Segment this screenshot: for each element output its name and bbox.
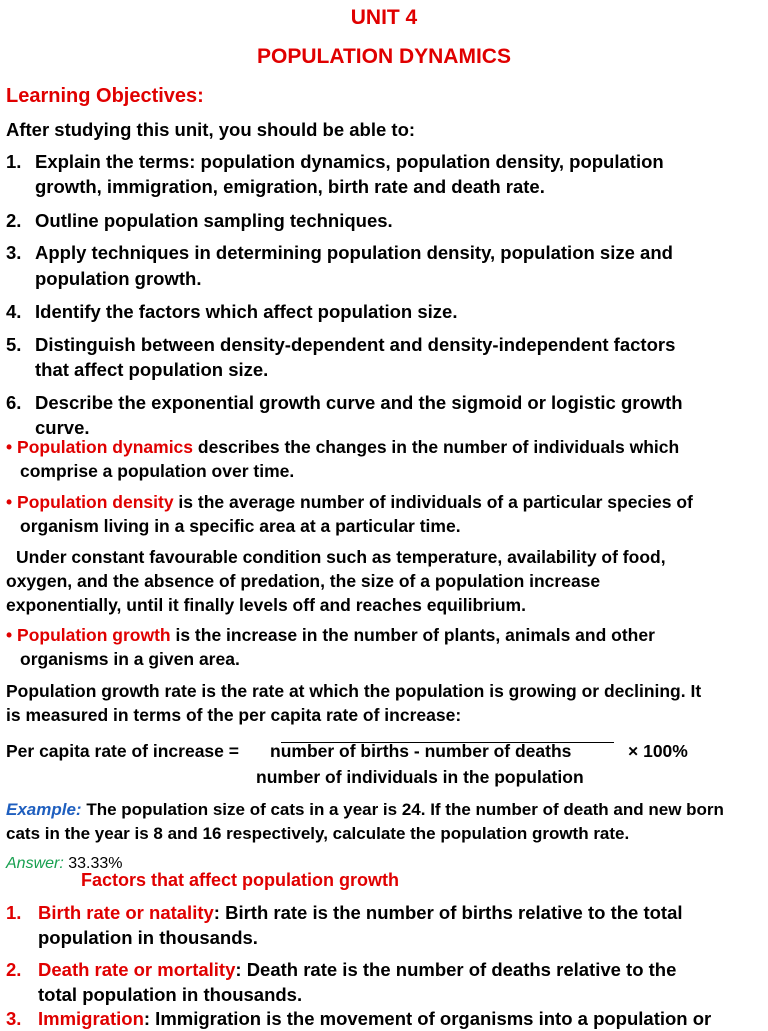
factor-number: 3.	[6, 1008, 22, 1029]
objective-item-1	[6, 149, 664, 174]
constant-condition-text-cont: exponentially, until it finally levels off and reaches equilibrium.	[6, 595, 526, 615]
factor-desc: : Death rate is the number of deaths relative to the	[235, 959, 677, 980]
objective-text: Describe the exponential growth curve and the sigmoid or logistic growth	[35, 392, 683, 413]
term-population-density: Population density	[17, 492, 174, 512]
objectives-intro: After studying this unit, you should be able to:	[6, 119, 416, 140]
definition-text: is the average number of individuals of a particular species of	[173, 492, 693, 512]
objective-item-6	[6, 390, 683, 415]
answer	[6, 852, 123, 872]
objectives-heading: Learning Objectives:	[6, 85, 204, 107]
bullet-icon: •	[6, 437, 13, 457]
objective-text-cont: that affect population size.	[35, 359, 269, 380]
term-population-dynamics: Population dynamics	[17, 437, 194, 457]
factor-item-1	[6, 900, 683, 925]
factor-text	[38, 1006, 711, 1031]
bullet-icon: •	[6, 492, 13, 512]
factor-term: Immigration	[38, 1008, 144, 1029]
definition-text-cont: organism living in a specific area at a particular time.	[20, 516, 461, 536]
factor-term: Birth rate or natality	[38, 902, 214, 923]
constant-condition-text-cont: oxygen, and the absence of predation, the size of a population increase	[6, 571, 601, 591]
objective-number: 2.	[6, 210, 22, 231]
objective-number: 6.	[6, 392, 22, 413]
definition-text: is the increase in the number of plants, animals and other	[170, 625, 655, 645]
objective-item-4	[6, 299, 458, 324]
definition-text: describes the changes in the number of individuals which	[193, 437, 680, 457]
factor-desc: : Birth rate is the number of births relative to the total	[213, 902, 683, 923]
formula-multiplier: × 100%	[628, 741, 688, 761]
objective-text: Distinguish between density-dependent and density-independent factors	[35, 334, 676, 355]
factor-text	[38, 900, 683, 925]
objective-number: 4.	[6, 301, 22, 322]
objective-item-3	[6, 240, 673, 265]
example-text-cont: cats in the year is 8 and 16 respectively, calculate the population growth rate.	[6, 824, 630, 843]
example-label: Example:	[6, 800, 82, 819]
example	[6, 798, 724, 823]
term-population-growth: Population growth	[17, 625, 171, 645]
definition-density	[6, 490, 693, 515]
factor-number: 2.	[6, 959, 22, 980]
objective-text: Apply techniques in determining population density, population size and	[35, 242, 673, 263]
constant-condition-text: Under constant favourable condition such as temperature, availability of food,	[16, 547, 666, 567]
answer-value: 33.33%	[63, 855, 123, 872]
objective-item-2	[6, 208, 393, 233]
factor-desc: : Immigration is the movement of organisms into a population or	[143, 1008, 712, 1029]
factor-text-cont: population in thousands.	[38, 927, 258, 948]
objective-text-cont: growth, immigration, emigration, birth rate and death rate.	[35, 176, 545, 197]
answer-label: Answer:	[6, 855, 64, 872]
formula-numerator: number of births - number of deaths	[270, 741, 572, 761]
example-text: The population size of cats in a year is 24. If the number of death and new born	[81, 800, 724, 819]
factor-item-2	[6, 957, 677, 982]
page-title: POPULATION DYNAMICS	[257, 45, 511, 68]
objective-number: 5.	[6, 334, 22, 355]
factor-number: 1.	[6, 902, 22, 923]
definition-growth	[6, 623, 655, 648]
objective-text-cont: population growth.	[35, 268, 202, 289]
objective-text: Outline population sampling techniques.	[35, 210, 393, 231]
bullet-icon: •	[6, 625, 13, 645]
formula-lhs: Per capita rate of increase =	[6, 741, 239, 761]
definition-dynamics	[6, 435, 679, 460]
formula-denominator: number of individuals in the population	[256, 767, 584, 787]
definition-text-cont: comprise a population over time.	[20, 461, 295, 481]
factor-item-3	[6, 1008, 766, 1029]
factor-text	[38, 957, 676, 982]
objective-item-5	[6, 332, 676, 357]
unit-heading: UNIT 4	[350, 6, 418, 29]
objective-number: 3.	[6, 242, 22, 263]
objective-number: 1.	[6, 151, 22, 172]
factor-text-cont: total population in thousands.	[38, 984, 303, 1005]
factor-term: Death rate or mortality	[38, 959, 236, 980]
objective-text-cont-clipped: curve.	[35, 417, 90, 438]
growth-rate-text: Population growth rate is the rate at which the population is growing or declining. It	[6, 681, 702, 701]
objective-text: Identify the factors which affect population size.	[35, 301, 458, 322]
definition-text-cont: organisms in a given area.	[20, 649, 240, 669]
factors-heading: Factors that affect population growth	[81, 870, 399, 890]
objective-text: Explain the terms: population dynamics, population density, population	[35, 151, 664, 172]
growth-rate-text-cont: is measured in terms of the per capita rate of increase:	[6, 705, 462, 725]
